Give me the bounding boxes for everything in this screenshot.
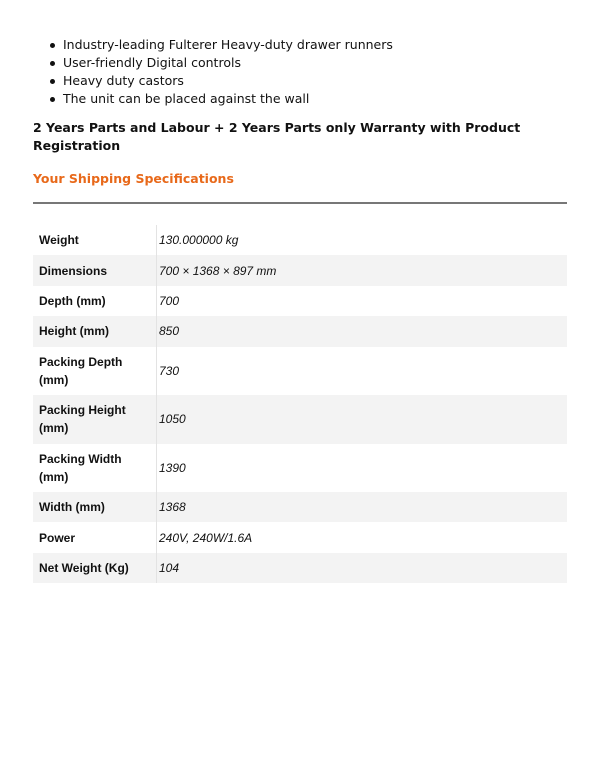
spec-label: Power [33, 522, 157, 552]
table-row [33, 522, 567, 552]
bullet-icon [50, 61, 55, 66]
spec-value: 130.000000 kg [159, 233, 239, 248]
spec-value: 1390 [159, 460, 186, 475]
spec-value: 730 [159, 363, 180, 378]
shipping-specs-heading: Your Shipping Specifications [33, 171, 234, 186]
table-row [33, 316, 567, 346]
feature-text: Heavy duty castors [63, 73, 184, 88]
feature-item [47, 90, 393, 108]
spec-value: 104 [159, 561, 180, 576]
feature-item [47, 54, 393, 72]
spec-label: Packing Width (mm) [33, 444, 157, 493]
feature-text: Industry-leading Fulterer Heavy-duty drawer runners [63, 37, 393, 52]
table-row [33, 553, 567, 583]
feature-item [47, 72, 393, 90]
spec-value: 700 [159, 293, 180, 308]
spec-value: 700 × 1368 × 897 mm [159, 263, 277, 278]
spec-label: Net Weight (Kg) [33, 553, 157, 583]
spec-value: 1050 [159, 412, 186, 427]
bullet-icon [50, 43, 55, 48]
table-row [33, 492, 567, 522]
spec-label: Width (mm) [33, 492, 157, 522]
feature-text: User-friendly Digital controls [63, 55, 241, 70]
spec-value: 240V, 240W/1.6A [159, 530, 253, 545]
feature-text: The unit can be placed against the wall [63, 91, 310, 106]
spec-label: Weight [33, 225, 157, 255]
spec-value: 1368 [159, 500, 186, 515]
table-row [33, 286, 567, 316]
spec-label: Depth (mm) [33, 286, 157, 316]
spec-label: Height (mm) [33, 316, 157, 346]
bullet-icon [50, 97, 55, 102]
table-row [33, 225, 567, 255]
shipping-specs-table [33, 225, 567, 583]
warranty-text: 2 Years Parts and Labour + 2 Years Parts only Warranty with Product Registration [33, 120, 521, 153]
bullet-icon [50, 79, 55, 84]
feature-list [47, 36, 393, 108]
spec-value: 850 [159, 324, 180, 339]
table-row [33, 347, 567, 396]
section-divider [33, 202, 567, 204]
table-row [33, 255, 567, 285]
spec-label: Packing Depth (mm) [33, 347, 157, 396]
feature-item [47, 36, 393, 54]
table-row [33, 395, 567, 444]
table-row [33, 444, 567, 493]
spec-label: Dimensions [33, 255, 157, 285]
spec-label: Packing Height (mm) [33, 395, 157, 444]
